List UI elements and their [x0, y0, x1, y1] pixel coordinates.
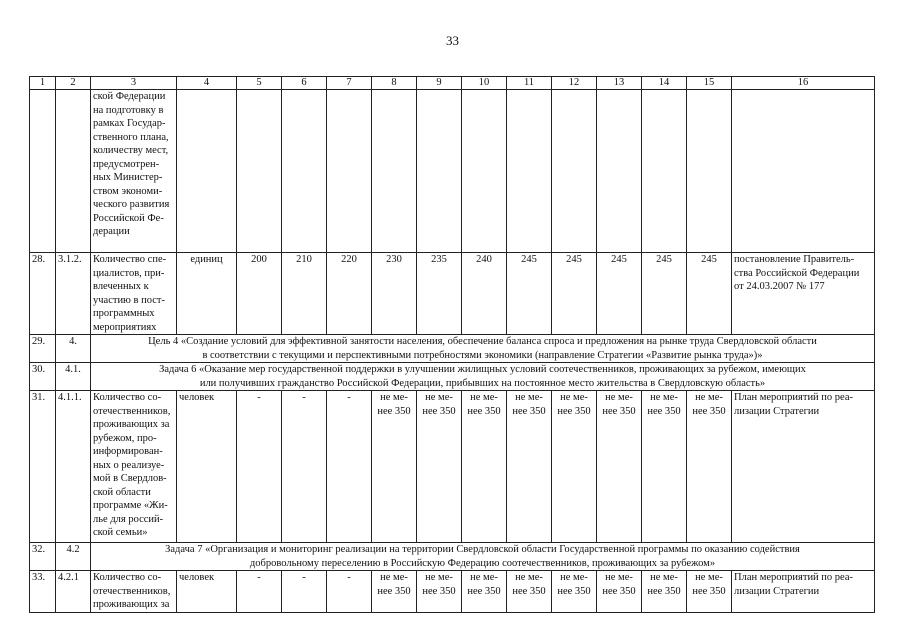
value-cell: не ме- нее 350	[597, 571, 642, 613]
row-number: 28.	[30, 253, 56, 335]
column-header: 13	[597, 77, 642, 90]
value-cell: 245	[642, 253, 687, 335]
value-cell: не ме- нее 350	[642, 571, 687, 613]
indicators-table	[29, 76, 875, 613]
task-text: Задача 7 «Организация и мониторинг реализации на территории Свердловской области Государственной программы по оказанию содействия добровольному переселению в Российскую Федерацию соотечественников, проживающих за рубежом»	[91, 543, 875, 571]
source-cell: План мероприятий по реа- лизации Стратегии	[732, 391, 875, 543]
table-row-30	[30, 363, 875, 391]
value-cell: 245	[507, 253, 552, 335]
value-cell: 245	[552, 253, 597, 335]
row-code: 3.1.2.	[56, 253, 91, 335]
row-code: 4.1.	[56, 363, 91, 391]
column-header: 4	[177, 77, 237, 90]
value-cell: не ме- нее 350	[417, 571, 462, 613]
column-header: 5	[237, 77, 282, 90]
column-header: 16	[732, 77, 875, 90]
value-cell: 220	[327, 253, 372, 335]
value-cell: -	[282, 391, 327, 543]
value-cell: 200	[237, 253, 282, 335]
table-row-33	[30, 571, 875, 613]
value-cell: не ме- нее 350	[372, 571, 417, 613]
table-row-31	[30, 391, 875, 543]
row-number: 30.	[30, 363, 56, 391]
value-cell: не ме- нее 350	[462, 571, 507, 613]
column-header: 3	[91, 77, 177, 90]
value-cell: не ме- нее 350	[552, 391, 597, 543]
value-cell: не ме- нее 350	[552, 571, 597, 613]
value-cell: -	[327, 391, 372, 543]
column-header: 15	[687, 77, 732, 90]
value-cell: не ме- нее 350	[687, 571, 732, 613]
value-cell: не ме- нее 350	[597, 391, 642, 543]
value-cell: 245	[597, 253, 642, 335]
column-header: 9	[417, 77, 462, 90]
unit: человек	[177, 571, 237, 613]
value-cell: -	[327, 571, 372, 613]
source-cell: постановление Правитель- ства Российской Федерации от 24.03.2007 № 177	[732, 253, 875, 335]
column-header: 8	[372, 77, 417, 90]
value-cell: не ме- нее 350	[462, 391, 507, 543]
column-number-row	[30, 77, 875, 90]
row-number: 32.	[30, 543, 56, 571]
indicator-name: Количество со- отечественников, проживающих за	[91, 571, 177, 613]
row-code: 4.2.1	[56, 571, 91, 613]
source-cell: План мероприятий по реа- лизации Стратегии	[732, 571, 875, 613]
column-header: 6	[282, 77, 327, 90]
column-header: 2	[56, 77, 91, 90]
value-cell: -	[237, 391, 282, 543]
task-text: Задача 6 «Оказание мер государственной поддержки в улучшении жилищных условий соотечественников, проживающих за рубежом, имеющих или получивших гражданство Российской Федерации, прибывших на постоянное место жительства в Свердловскую область»	[91, 363, 875, 391]
goal-text: Цель 4 «Создание условий для эффективной занятости населения, обеспечение баланса спроса и предложения на рынке труда Свердловской области в соответствии с текущими и перспективными потребностями экономики (направление Стратегии «Развитие рынка труда»)»	[91, 335, 875, 363]
value-cell: -	[282, 571, 327, 613]
table-row-28	[30, 253, 875, 335]
column-header: 7	[327, 77, 372, 90]
value-cell: 235	[417, 253, 462, 335]
value-cell: не ме- нее 350	[507, 571, 552, 613]
value-cell: не ме- нее 350	[507, 391, 552, 543]
unit: единиц	[177, 253, 237, 335]
page-number: 33	[446, 33, 459, 48]
value-cell: -	[237, 571, 282, 613]
value-cell: 245	[687, 253, 732, 335]
indicator-name: Количество спе- циалистов, при- влеченных к участию в пост- программных мероприятиях	[91, 253, 177, 335]
row-number: 29.	[30, 335, 56, 363]
value-cell: 230	[372, 253, 417, 335]
table-row-29	[30, 335, 875, 363]
value-cell: не ме- нее 350	[372, 391, 417, 543]
row-code: 4.1.1.	[56, 391, 91, 543]
value-cell: не ме- нее 350	[417, 391, 462, 543]
row-number: 31.	[30, 391, 56, 543]
table-row-continuation	[30, 90, 875, 253]
indicator-name: ской Федерации на подготовку в рамках Государ- ственного плана, количеству мест, предусмотрен- ных Министер- ством экономи- ческого развития Российской Фе- дерации	[91, 90, 177, 253]
table-row-32	[30, 543, 875, 571]
column-header: 10	[462, 77, 507, 90]
value-cell: не ме- нее 350	[642, 391, 687, 543]
unit: человек	[177, 391, 237, 543]
column-header: 12	[552, 77, 597, 90]
row-number: 33.	[30, 571, 56, 613]
row-code: 4.	[56, 335, 91, 363]
indicator-name: Количество со- отечественников, проживающих за рубежом, про- информирован- ных о реализуе- мой в Свердлов- ской области программе «Жи- лье для россий- ской семьи»	[91, 391, 177, 543]
column-header: 11	[507, 77, 552, 90]
column-header: 14	[642, 77, 687, 90]
row-code: 4.2	[56, 543, 91, 571]
value-cell: 240	[462, 253, 507, 335]
column-header: 1	[30, 77, 56, 90]
value-cell: не ме- нее 350	[687, 391, 732, 543]
value-cell: 210	[282, 253, 327, 335]
